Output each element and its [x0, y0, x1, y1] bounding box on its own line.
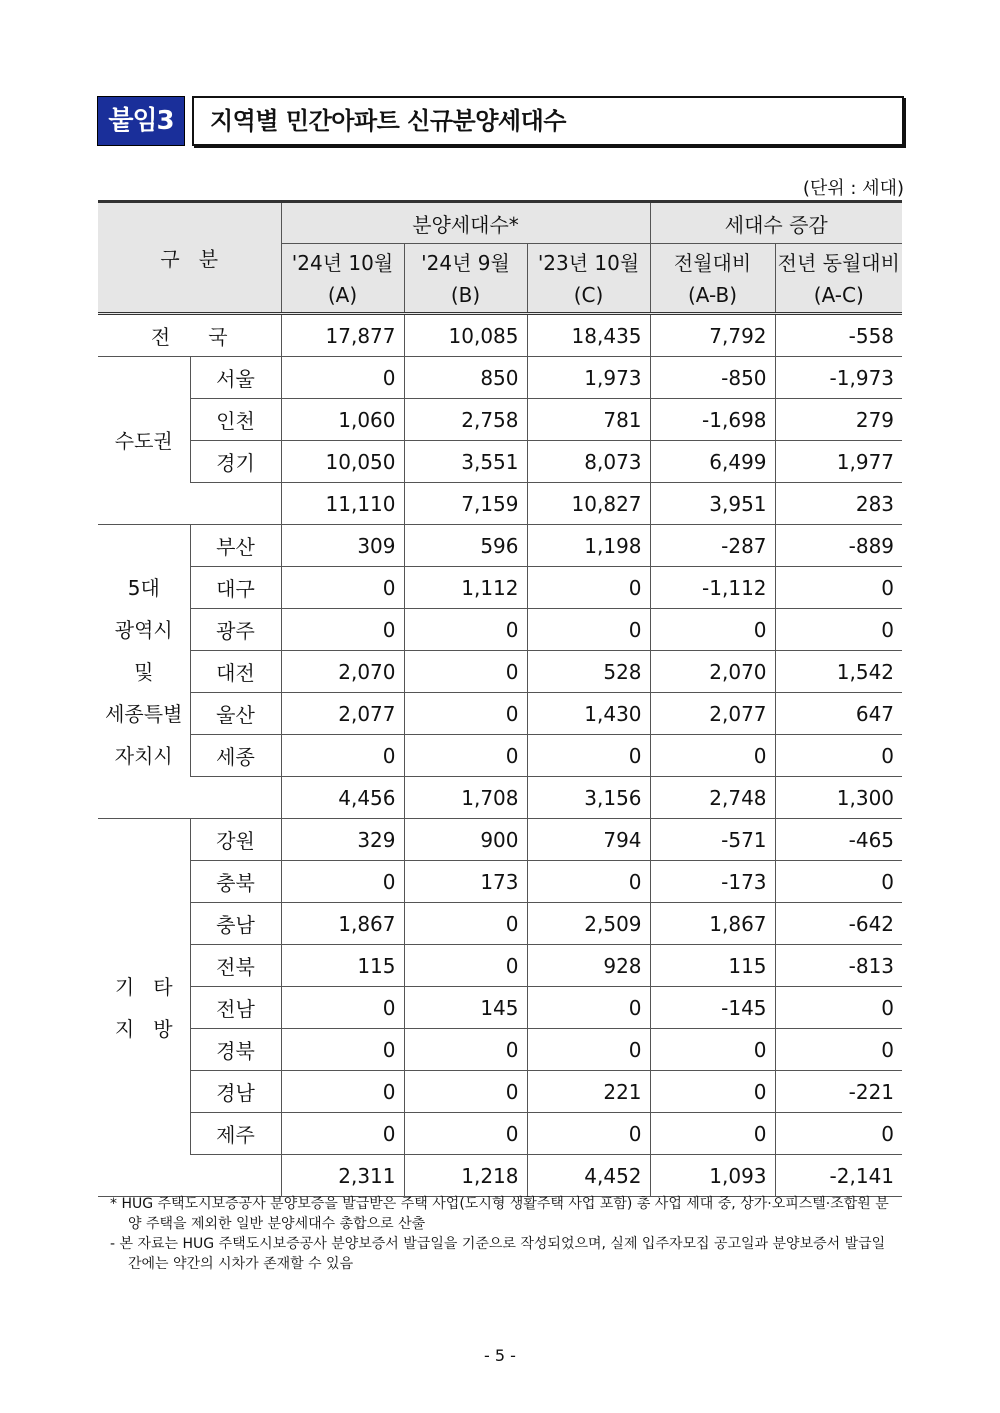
value-cell: 1,977 — [775, 441, 902, 483]
value-cell: 7,792 — [650, 314, 775, 357]
table-row — [98, 987, 902, 1029]
region-name: 경기 — [190, 441, 281, 483]
value-cell: 0 — [775, 609, 902, 651]
value-cell: 2,077 — [650, 693, 775, 735]
value-cell: 0 — [775, 987, 902, 1029]
table-row — [98, 903, 902, 945]
region-name: 충남 — [190, 903, 281, 945]
table-row — [98, 525, 902, 567]
value-cell: 3,551 — [404, 441, 527, 483]
value-cell: 0 — [404, 1071, 527, 1113]
header-col-label: 전월대비 — [650, 244, 775, 279]
value-cell: 3,951 — [650, 483, 775, 525]
region-name: 광주 — [190, 609, 281, 651]
value-cell: -558 — [775, 314, 902, 357]
value-cell: 0 — [281, 1113, 404, 1155]
value-cell: 0 — [281, 609, 404, 651]
housing-supply-table — [98, 200, 902, 1197]
value-cell: 1,093 — [650, 1155, 775, 1197]
value-cell: 0 — [404, 945, 527, 987]
value-cell: 10,050 — [281, 441, 404, 483]
region-group-label — [98, 357, 190, 525]
value-cell: 0 — [404, 693, 527, 735]
value-cell: 10,085 — [404, 314, 527, 357]
value-cell: 4,452 — [527, 1155, 650, 1197]
value-cell: 781 — [527, 399, 650, 441]
table-row — [98, 441, 902, 483]
region-name: 경남 — [190, 1071, 281, 1113]
region-name: 충북 — [190, 861, 281, 903]
value-cell: -173 — [650, 861, 775, 903]
unit-label: (단위 : 세대) — [802, 178, 904, 199]
value-cell: 6,499 — [650, 441, 775, 483]
value-cell: 0 — [650, 735, 775, 777]
value-cell: 8,073 — [527, 441, 650, 483]
region-name: 세종 — [190, 735, 281, 777]
header-col-label: '24년 9월 — [404, 244, 527, 279]
region-name: 전남 — [190, 987, 281, 1029]
value-cell: 0 — [775, 1029, 902, 1071]
value-cell: -221 — [775, 1071, 902, 1113]
region-name: 부산 — [190, 525, 281, 567]
value-cell: 221 — [527, 1071, 650, 1113]
value-cell: 0 — [650, 609, 775, 651]
region-group-label-line: 자치시 — [114, 743, 173, 768]
value-cell: -145 — [650, 987, 775, 1029]
region-name: 경북 — [190, 1029, 281, 1071]
value-cell: 1,430 — [527, 693, 650, 735]
value-cell: -1,698 — [650, 399, 775, 441]
attachment-badge: 붙임3 — [97, 96, 185, 146]
region-name: 대구 — [190, 567, 281, 609]
header-group-change: 세대수 증감 — [650, 202, 902, 244]
value-cell: 1,060 — [281, 399, 404, 441]
header-col-code: (C) — [527, 278, 650, 314]
region-group-label-line: 지 방 — [114, 1016, 173, 1041]
table-row — [98, 651, 902, 693]
table-row — [98, 1113, 902, 1155]
value-cell: 0 — [527, 735, 650, 777]
value-cell: 850 — [404, 357, 527, 399]
table-row — [98, 1029, 902, 1071]
region-name: 서울 — [190, 357, 281, 399]
region-group-label-line: 기 타 — [114, 974, 173, 999]
value-cell: 2,311 — [281, 1155, 404, 1197]
value-cell: 145 — [404, 987, 527, 1029]
header-gubun: 구 분 — [98, 202, 281, 314]
value-cell: 18,435 — [527, 314, 650, 357]
value-cell: 1,112 — [404, 567, 527, 609]
value-cell: -2,141 — [775, 1155, 902, 1197]
value-cell: 0 — [281, 357, 404, 399]
footnote-2: - 본 자료는 HUG 주택도시보증공사 분양보증서 발급일을 기준으로 작성되었으며, 실제 입주자모집 공고일과 분양보증서 발급일 간에는 약간의 시차가 존재할 수 있음 — [110, 1236, 886, 1272]
value-cell: 2,758 — [404, 399, 527, 441]
region-group-label-line: 및 — [134, 659, 154, 684]
value-cell: -571 — [650, 819, 775, 861]
table-row — [98, 819, 902, 861]
value-cell: 0 — [775, 735, 902, 777]
region-name: 강원 — [190, 819, 281, 861]
header-col-label: '23년 10월 — [527, 244, 650, 279]
value-cell: -1,112 — [650, 567, 775, 609]
region-group-label-text: 수도권 — [114, 428, 173, 453]
header-col-code: (A-B) — [650, 278, 775, 314]
value-cell: 528 — [527, 651, 650, 693]
region-group-label-line: 세종특별 — [105, 701, 183, 726]
value-cell: 0 — [281, 1029, 404, 1071]
table-row — [98, 399, 902, 441]
table-row-subtotal — [98, 1155, 902, 1197]
row-label-national: 전 국 — [98, 314, 281, 357]
subtotal-label — [190, 483, 281, 525]
table-row — [98, 609, 902, 651]
value-cell: -850 — [650, 357, 775, 399]
value-cell: 283 — [775, 483, 902, 525]
region-group-label — [98, 819, 190, 1197]
value-cell: -813 — [775, 945, 902, 987]
region-name: 울산 — [190, 693, 281, 735]
value-cell: 0 — [650, 1029, 775, 1071]
region-name: 전북 — [190, 945, 281, 987]
value-cell: -889 — [775, 525, 902, 567]
value-cell: 0 — [281, 567, 404, 609]
value-cell: 0 — [281, 735, 404, 777]
value-cell: 0 — [527, 1113, 650, 1155]
value-cell: 329 — [281, 819, 404, 861]
header-group-supply: 분양세대수* — [281, 202, 650, 244]
value-cell: 0 — [404, 1113, 527, 1155]
region-name: 인천 — [190, 399, 281, 441]
value-cell: 2,070 — [281, 651, 404, 693]
subtotal-label — [190, 777, 281, 819]
region-name: 대전 — [190, 651, 281, 693]
value-cell: 4,456 — [281, 777, 404, 819]
page-number: - 5 - — [484, 1346, 516, 1365]
table-row — [98, 735, 902, 777]
value-cell: 0 — [281, 987, 404, 1029]
value-cell: 2,077 — [281, 693, 404, 735]
value-cell: 115 — [650, 945, 775, 987]
document-title: 지역별 민간아파트 신규분양세대수 — [210, 107, 566, 135]
value-cell: 0 — [404, 1029, 527, 1071]
header-col-code: (B) — [404, 278, 527, 314]
region-name: 제주 — [190, 1113, 281, 1155]
region-group-label-line: 5대 — [127, 575, 160, 600]
footnotes — [110, 1194, 900, 1274]
value-cell: 2,070 — [650, 651, 775, 693]
value-cell: 647 — [775, 693, 902, 735]
value-cell: 1,198 — [527, 525, 650, 567]
value-cell: 0 — [650, 1113, 775, 1155]
value-cell: 0 — [404, 609, 527, 651]
table-row — [98, 567, 902, 609]
value-cell: 0 — [404, 735, 527, 777]
value-cell: 1,218 — [404, 1155, 527, 1197]
value-cell: 2,509 — [527, 903, 650, 945]
header-col-label: '24년 10월 — [281, 244, 404, 279]
footnote-1: * HUG 주택도시보증공사 분양보증을 발급받은 주택 사업(도시형 생활주택 사업 포함) 총 사업 세대 중, 상가·오피스텔·조합원 분양 주택을 제외한 일반 분양세대수 총합으로 산출 — [110, 1196, 889, 1232]
value-cell: 794 — [527, 819, 650, 861]
value-cell: -465 — [775, 819, 902, 861]
value-cell: 115 — [281, 945, 404, 987]
value-cell: 11,110 — [281, 483, 404, 525]
value-cell: 1,867 — [281, 903, 404, 945]
value-cell: 17,877 — [281, 314, 404, 357]
value-cell: 10,827 — [527, 483, 650, 525]
table-row — [98, 1071, 902, 1113]
value-cell: 1,542 — [775, 651, 902, 693]
value-cell: 0 — [527, 567, 650, 609]
value-cell: 0 — [527, 1029, 650, 1071]
value-cell: 0 — [281, 1071, 404, 1113]
value-cell: 0 — [775, 861, 902, 903]
title-block — [97, 96, 904, 148]
value-cell: 1,973 — [527, 357, 650, 399]
value-cell: 0 — [404, 651, 527, 693]
table-row — [98, 945, 902, 987]
table-row-subtotal — [98, 483, 902, 525]
region-group-label-line: 광역시 — [114, 617, 173, 642]
value-cell: 0 — [527, 861, 650, 903]
value-cell: 1,867 — [650, 903, 775, 945]
value-cell: 0 — [527, 609, 650, 651]
value-cell: -642 — [775, 903, 902, 945]
value-cell: 0 — [650, 1071, 775, 1113]
subtotal-label — [190, 1155, 281, 1197]
value-cell: 2,748 — [650, 777, 775, 819]
value-cell: 1,300 — [775, 777, 902, 819]
title-box — [192, 96, 904, 146]
value-cell: 3,156 — [527, 777, 650, 819]
value-cell: 0 — [527, 987, 650, 1029]
value-cell: 0 — [775, 1113, 902, 1155]
value-cell: 928 — [527, 945, 650, 987]
value-cell: 0 — [281, 861, 404, 903]
header-col-code: (A) — [281, 278, 404, 314]
value-cell: 900 — [404, 819, 527, 861]
value-cell: 7,159 — [404, 483, 527, 525]
table-row — [98, 693, 902, 735]
value-cell: 0 — [775, 567, 902, 609]
header-col-code: (A-C) — [775, 278, 902, 314]
value-cell: 173 — [404, 861, 527, 903]
value-cell: 0 — [404, 903, 527, 945]
region-group-label — [98, 525, 190, 819]
value-cell: 279 — [775, 399, 902, 441]
value-cell: -1,973 — [775, 357, 902, 399]
table-row-national — [98, 314, 902, 357]
value-cell: 309 — [281, 525, 404, 567]
value-cell: 1,708 — [404, 777, 527, 819]
table-row-subtotal — [98, 777, 902, 819]
table-row — [98, 357, 902, 399]
header-col-label: 전년 동월대비 — [775, 244, 902, 279]
value-cell: -287 — [650, 525, 775, 567]
value-cell: 596 — [404, 525, 527, 567]
table-row — [98, 861, 902, 903]
